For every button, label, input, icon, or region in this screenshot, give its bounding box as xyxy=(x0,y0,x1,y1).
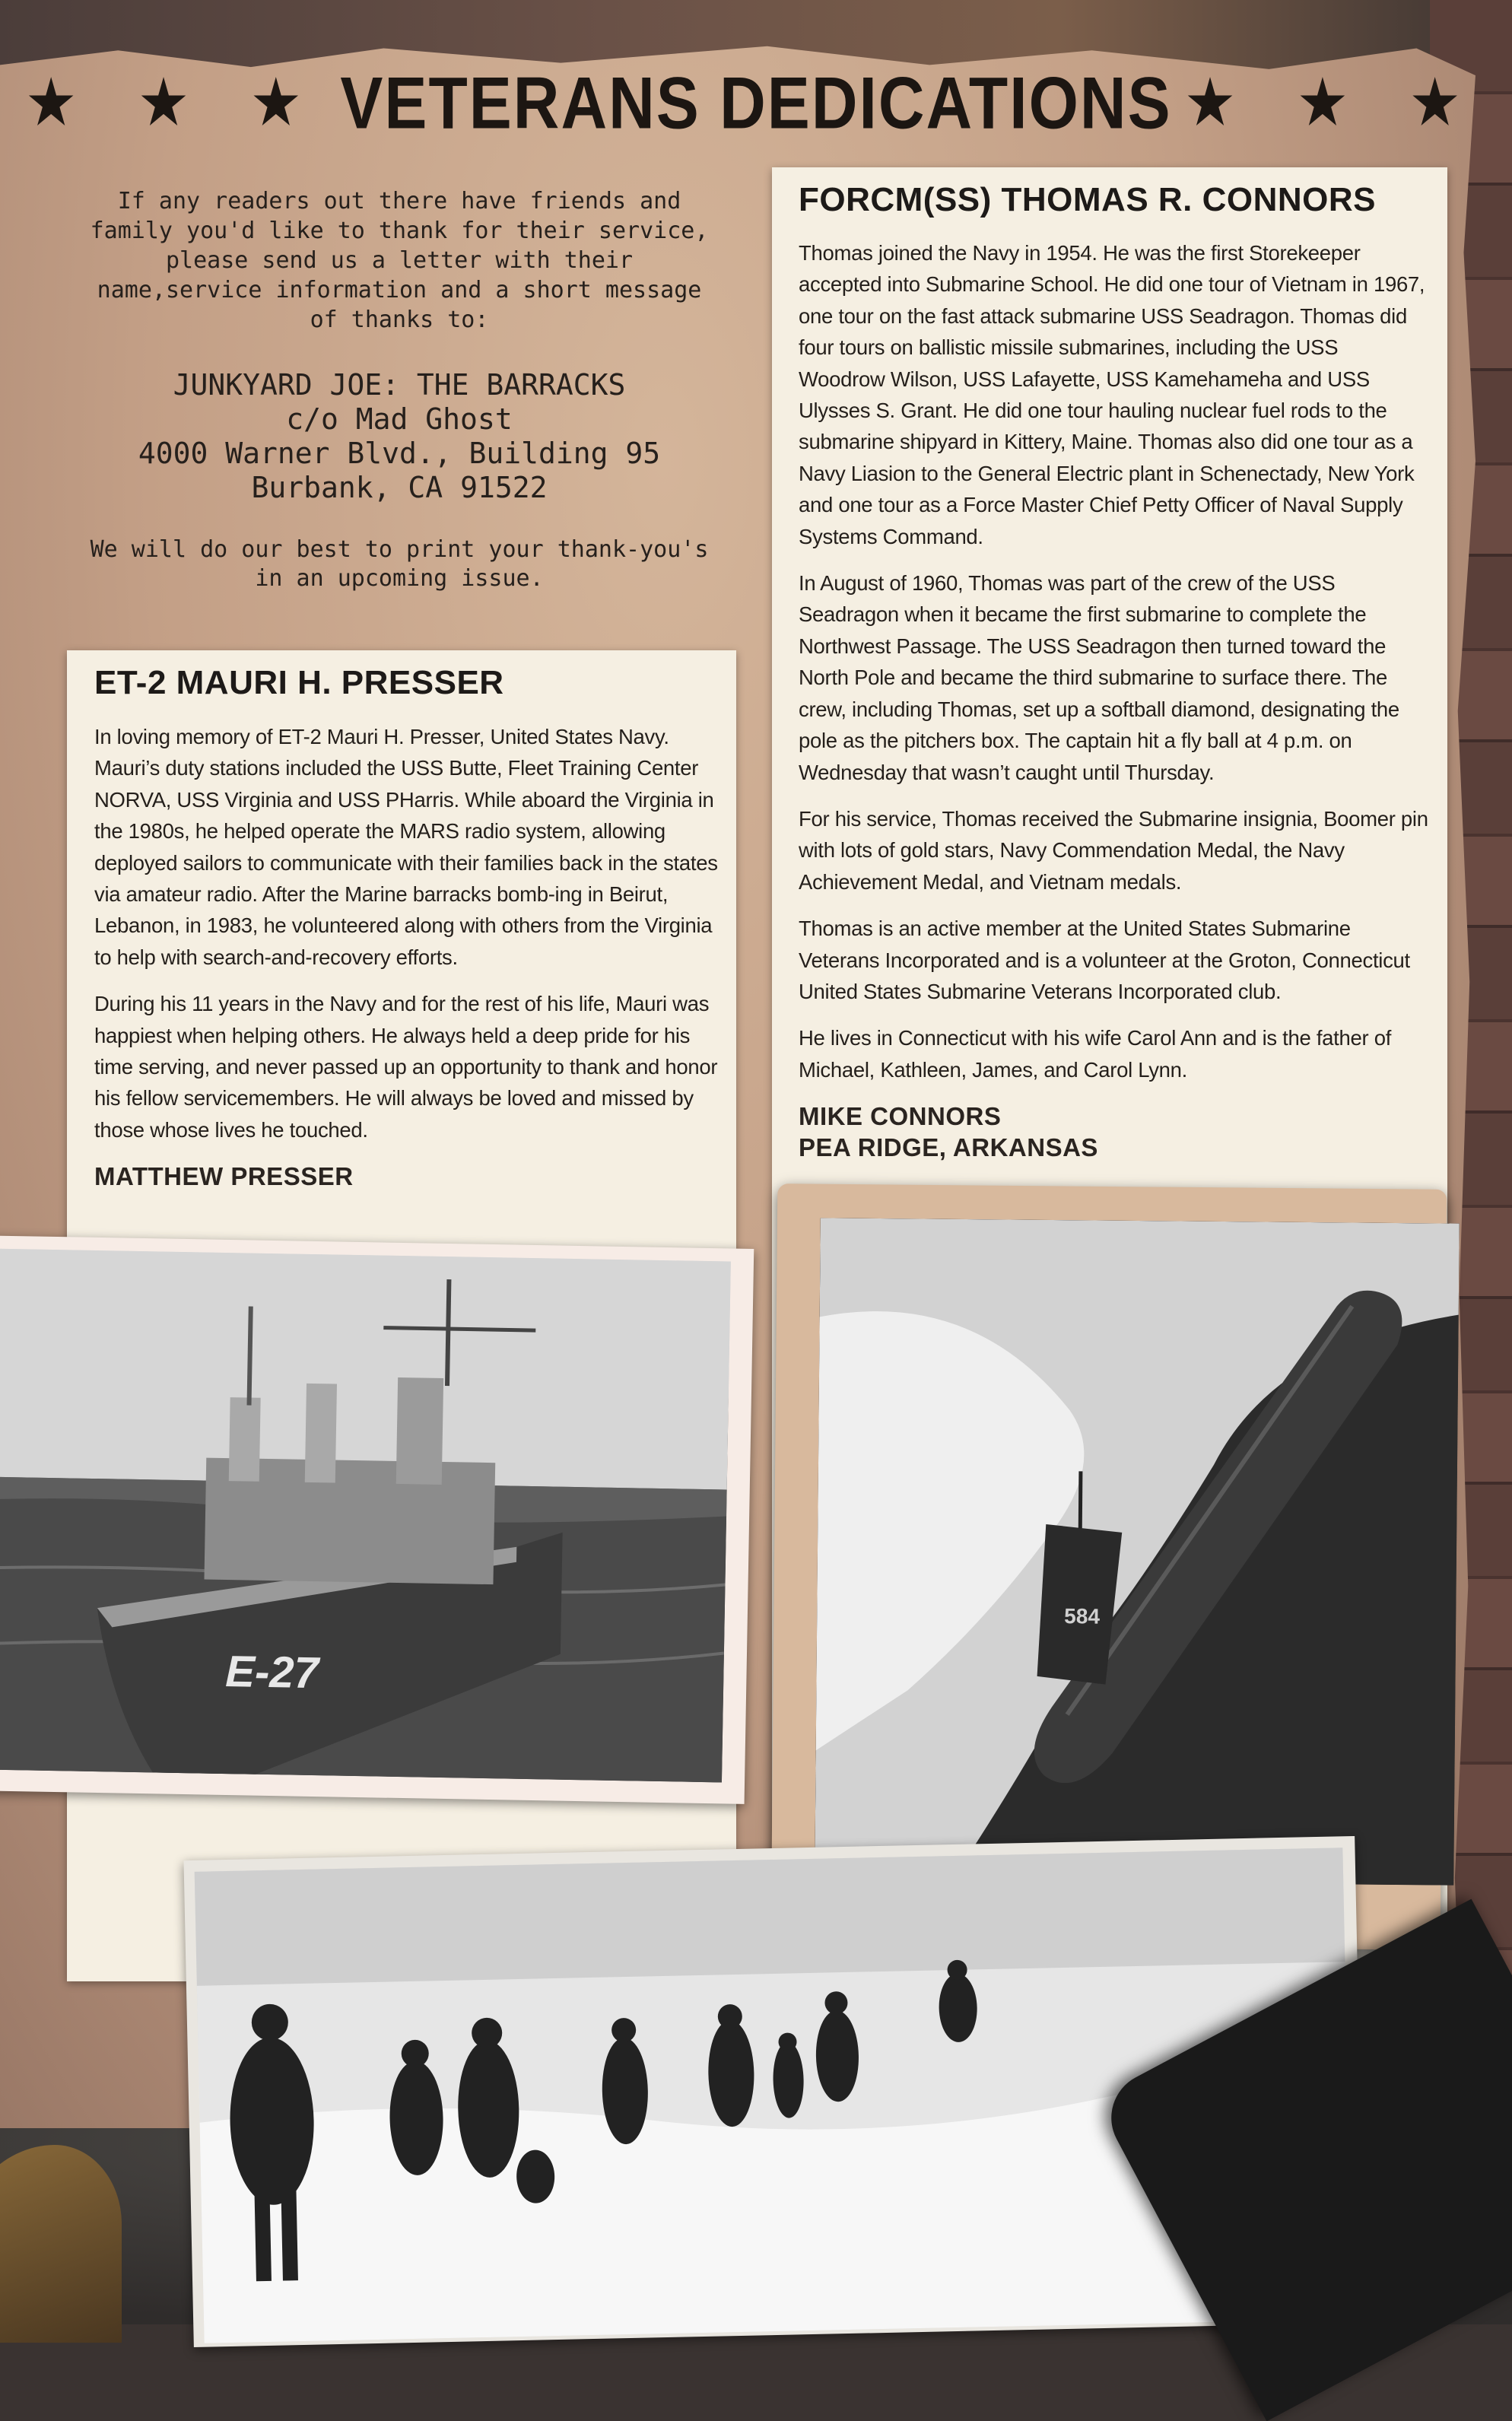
connors-paragraph: Thomas is an active member at the United States Submarine Veterans Incorporated and is a volunteer at the Groton, Connecticut United States Submarine Veterans Incorporated club. xyxy=(799,917,1410,1003)
boot-decoration xyxy=(0,2145,122,2343)
address-line: c/o Mad Ghost xyxy=(286,402,513,436)
ship-photo xyxy=(0,1249,731,1783)
presser-title: ET-2 MAURI H. PRESSER xyxy=(94,664,504,701)
connors-title: FORCM(SS) THOMAS R. CONNORS xyxy=(799,181,1377,218)
connors-paragraph: In August of 1960, Thomas was part of the crew of the USS Seadragon when it became the first submarine to complete the Northwest Passage. The USS Seadragon then turned toward the North Pole and became the third submarine to surface there. The crew, including Thomas, set up a softball diamond, designating the pole as the pitchers box. The captain hit a fly ball at 4 p.m. on Wednesday that wasn’t caught until Thursday. xyxy=(799,571,1399,784)
connors-paragraph: For his service, Thomas received the Submarine insignia, Boomer pin with lots of gold stars, Navy Commendation Medal, the Navy Achievement Medal, and Vietnam medals. xyxy=(799,806,1428,894)
submarine-illustration xyxy=(815,1218,1460,1885)
ship-hull-number: E-27 xyxy=(224,1647,319,1698)
presser-paragraph: In loving memory of ET-2 Mauri H. Presser, United States Navy. Mauri’s duty stations included the USS Butte, Fleet Training Center NORVA, USS Virginia and USS PHarris. While aboard the Virginia in the 1980s, he helped operate the MARS radio system, allowing deployed sailors to communicate with their families back in the states via amateur radio. After the Marine barracks bomb-ing in Beirut, Lebanon, in 1983, he volunteered along with others from the Virginia to help with search-and-recovery efforts. xyxy=(94,725,718,969)
connors-signature-place: PEA RIDGE, ARKANSAS xyxy=(799,1133,1098,1162)
address-line: Burbank, CA 91522 xyxy=(251,471,548,504)
presser-body xyxy=(94,721,718,1192)
connors-signature-name: MIKE CONNORS xyxy=(799,1102,1002,1131)
submarine-photo xyxy=(815,1218,1460,1885)
submarine-hull-number: 584 xyxy=(1064,1604,1101,1628)
presser-paragraph: During his 11 years in the Navy and for the rest of his life, Mauri was happiest when helping others. He always held a deep pride for his time serving, and never passed up an opportunity to thank and honor his fellow servicemembers. He will always be loved and missed by those whose lives he touched. xyxy=(94,992,718,1142)
page-title xyxy=(0,55,1512,151)
connors-paragraph: Thomas joined the Navy in 1954. He was the first Storekeeper accepted into Submarine School. He did one tour of Vietnam in 1967, one tour on the fast attack submarine USS Seadragon. Thomas did four tours on ballistic missile submarines, including the USS Woodrow Wilson, USS Lafayette, USS Kamehameha and USS Ulysses S. Grant. He did one tour hauling nuclear fuel rods to the submarine shipyard in Kittery, Maine. Thomas also did one tour as a Navy Liasion to the General Electric plant in Schenectady, New York and one tour as a Force Master Chief Petty Officer of Naval Supply Systems Command. xyxy=(799,241,1425,548)
closing-text: We will do our best to print your thank-you's in an upcoming issue. xyxy=(90,536,709,592)
stars-left-icon: ★ ★ ★ xyxy=(27,68,326,136)
presser-signature: MATTHEW PRESSER xyxy=(94,1162,354,1191)
page-title-text: VETERANS DEDICATIONS xyxy=(340,61,1172,144)
mailing-address xyxy=(84,368,715,505)
intro-text: If any readers out there have friends and family you'd like to thank for their service, please send us a letter with their name,service information and a short message of thanks to: xyxy=(90,188,709,333)
connors-paragraph: He lives in Connecticut with his wife Carol Ann and is the father of Michael, Kathleen, James, and Carol Lynn. xyxy=(799,1026,1392,1082)
address-line: JUNKYARD JOE: THE BARRACKS xyxy=(173,368,626,402)
address-line: 4000 Warner Blvd., Building 95 xyxy=(138,437,661,470)
connors-body xyxy=(799,237,1430,1163)
ship-illustration xyxy=(0,1249,731,1783)
intro-block xyxy=(84,186,715,593)
stars-right-icon: ★ ★ ★ xyxy=(1186,68,1485,136)
